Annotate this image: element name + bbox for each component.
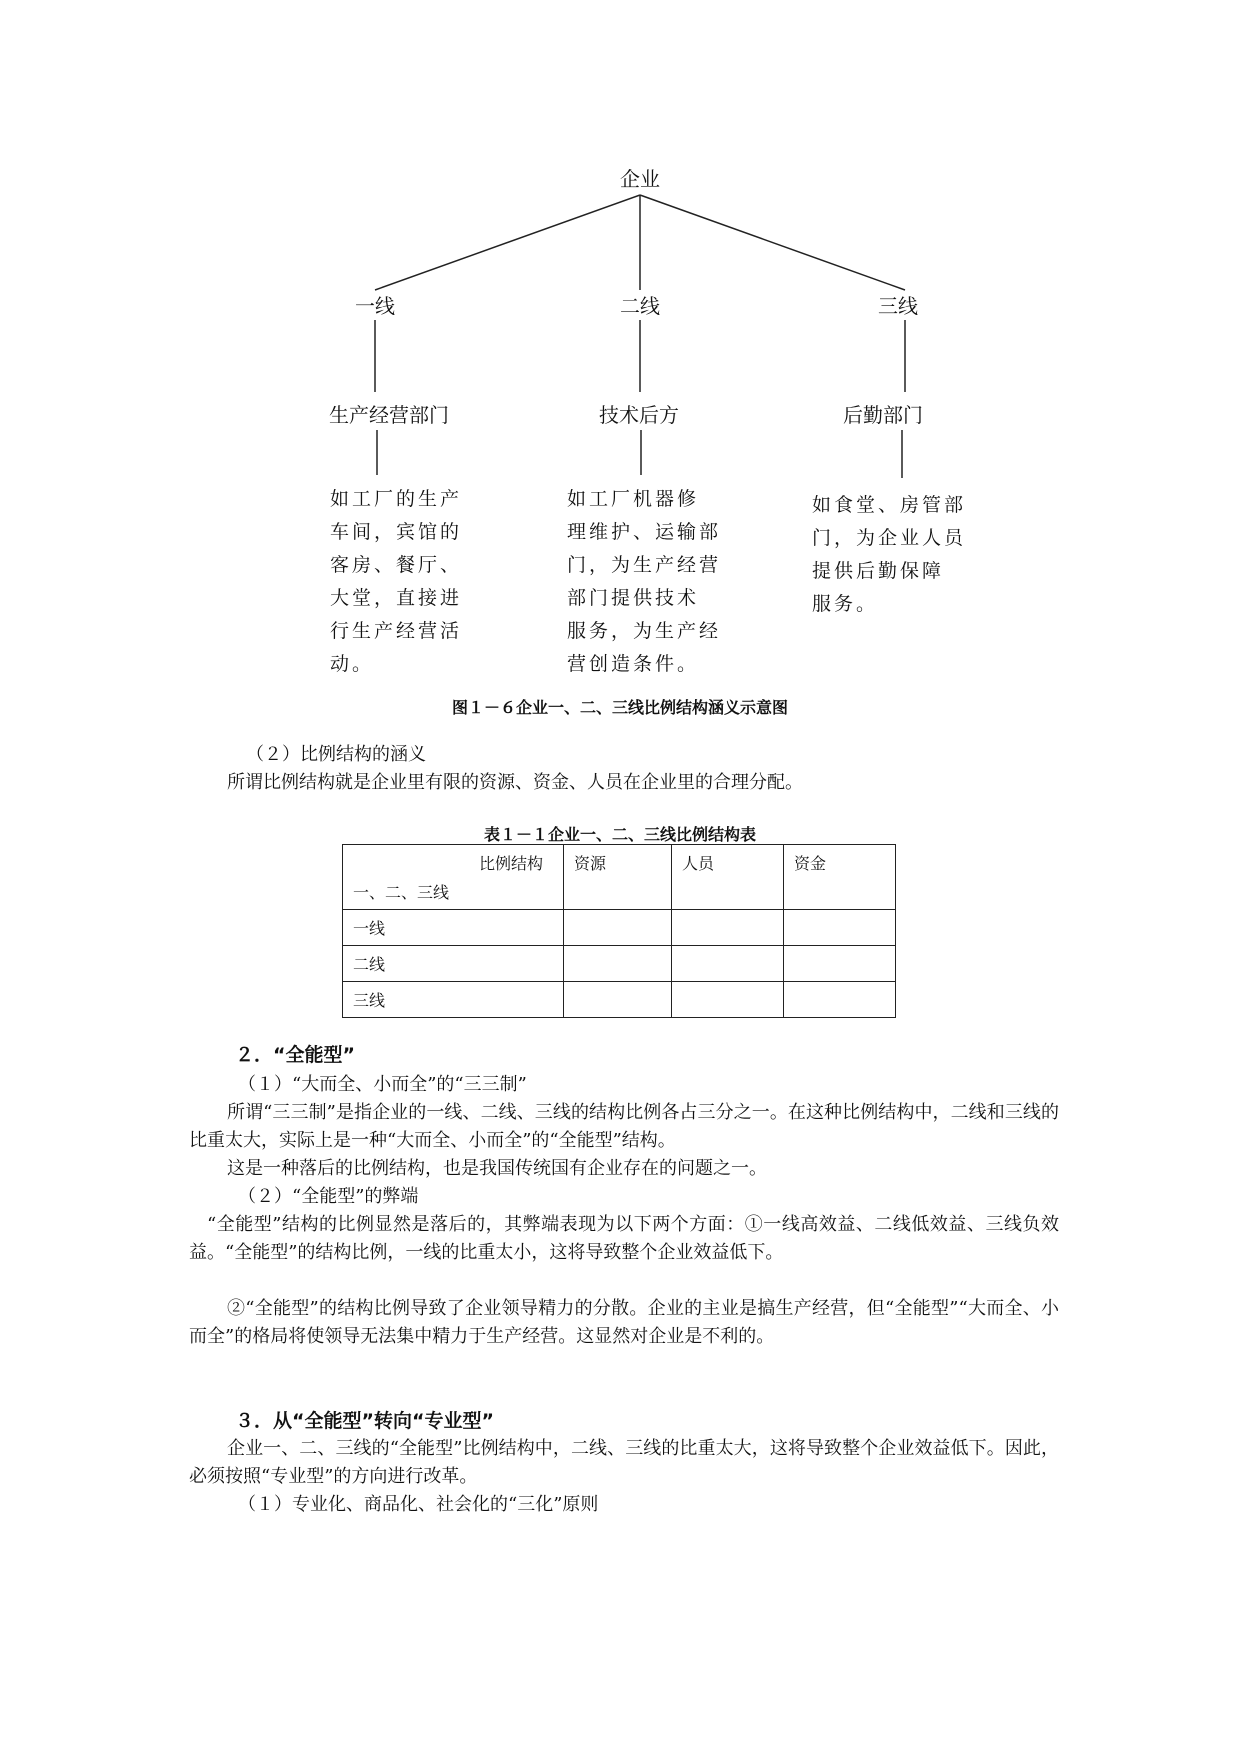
table-cell [564, 946, 672, 982]
table-caption: 表１－１企业一、二、三线比例结构表 [483, 825, 756, 844]
column-header: 资源 [564, 845, 672, 910]
paragraph: ②“全能型”的结构比例导致了企业领导精力的分散。企业的主业是搞生产经营，但“全能型”“大而全、小而全”的格局将使领导无法集中精力于生产经营。这显然对企业是不利的。 [189, 1298, 1059, 1347]
header-top-label: 比例结构 [478, 854, 543, 873]
table-cell [564, 910, 672, 946]
subsection-title: （２）“全能型”的弊端 [238, 1186, 419, 1207]
diagram-line3-node: 三线 [878, 294, 918, 318]
paragraph: 企业一、二、三线的“全能型”比例结构中，二线、三线的比重太大，这将导致整个企业效益低下。因此，必须按照“专业型”的方向进行改革。 [189, 1438, 1059, 1487]
diagram-line2-node: 二线 [620, 294, 660, 318]
connector-root-line1 [375, 195, 640, 290]
diagram-connectors [375, 195, 905, 478]
table-row [343, 910, 896, 946]
table-cell [672, 982, 784, 1018]
paragraph: “全能型”结构的比例显然是落后的，其弊端表现为以下两个方面：①一线高效益、二线低效益、三线负效益。“全能型”的结构比例，一线的比重太小，这将导致整个企业效益低下。 [189, 1214, 1059, 1263]
diagram-desc-2: 如工厂机器修 理维护、运输部 门，为生产经营 部门提供技术 服务，为生产经 营创造条件。 [567, 488, 722, 675]
diagram-dept3-node: 后勤部门 [843, 403, 923, 427]
subsection-title: （１）专业化、商品化、社会化的“三化”原则 [238, 1494, 599, 1515]
column-header: 人员 [672, 845, 784, 910]
table-row [343, 982, 896, 1018]
paragraph: 所谓“三三制”是指企业的一线、二线、三线的结构比例各占三分之一。在这种比例结构中，二线和三线的比重太大，实际上是一种“大而全、小而全”的“全能型”结构。 [189, 1102, 1059, 1151]
table-cell [784, 982, 896, 1018]
diagram-dept2-node: 技术后方 [599, 403, 679, 427]
table-header-row [343, 845, 896, 910]
ratio-structure-table [342, 844, 896, 1018]
subsection-title: （２）比例结构的涵义 [246, 744, 426, 765]
figure-caption: 图１－６企业一、二、三线比例结构涵义示意图 [451, 698, 788, 717]
table-cell [564, 982, 672, 1018]
row-header: 一线 [343, 910, 564, 946]
paragraph: 所谓比例结构就是企业里有限的资源、资金、人员在企业里的合理分配。 [227, 772, 803, 793]
subsection-title: （１）“大而全、小而全”的“三三制” [238, 1074, 527, 1095]
table-cell [672, 946, 784, 982]
diagram-desc-1: 如工厂的生产 车间，宾馆的 客房、餐厅、 大堂，直接进 行生产经营活 动。 [330, 488, 463, 675]
section-heading: ３．从“全能型”转向“专业型” [235, 1410, 494, 1432]
table-row [343, 946, 896, 982]
table-cell [784, 946, 896, 982]
section-heading: ２．“全能型” [235, 1044, 355, 1066]
paragraph: 这是一种落后的比例结构，也是我国传统国有企业存在的问题之一。 [227, 1158, 767, 1179]
table-cell [784, 910, 896, 946]
diagram-dept1-node: 生产经营部门 [329, 403, 449, 427]
connector-root-line3 [640, 195, 905, 290]
row-header: 三线 [343, 982, 564, 1018]
table-corner-header [343, 845, 564, 910]
column-header: 资金 [784, 845, 896, 910]
table-cell [672, 910, 784, 946]
diagram-line1-node: 一线 [355, 294, 395, 318]
row-header: 二线 [343, 946, 564, 982]
diagram-root-node: 企业 [620, 167, 660, 191]
diagram-desc-3: 如食堂、房管部 门，为企业人员 提供后勤保障 服务。 [812, 494, 967, 615]
header-bottom-label: 一、二、三线 [353, 883, 450, 902]
